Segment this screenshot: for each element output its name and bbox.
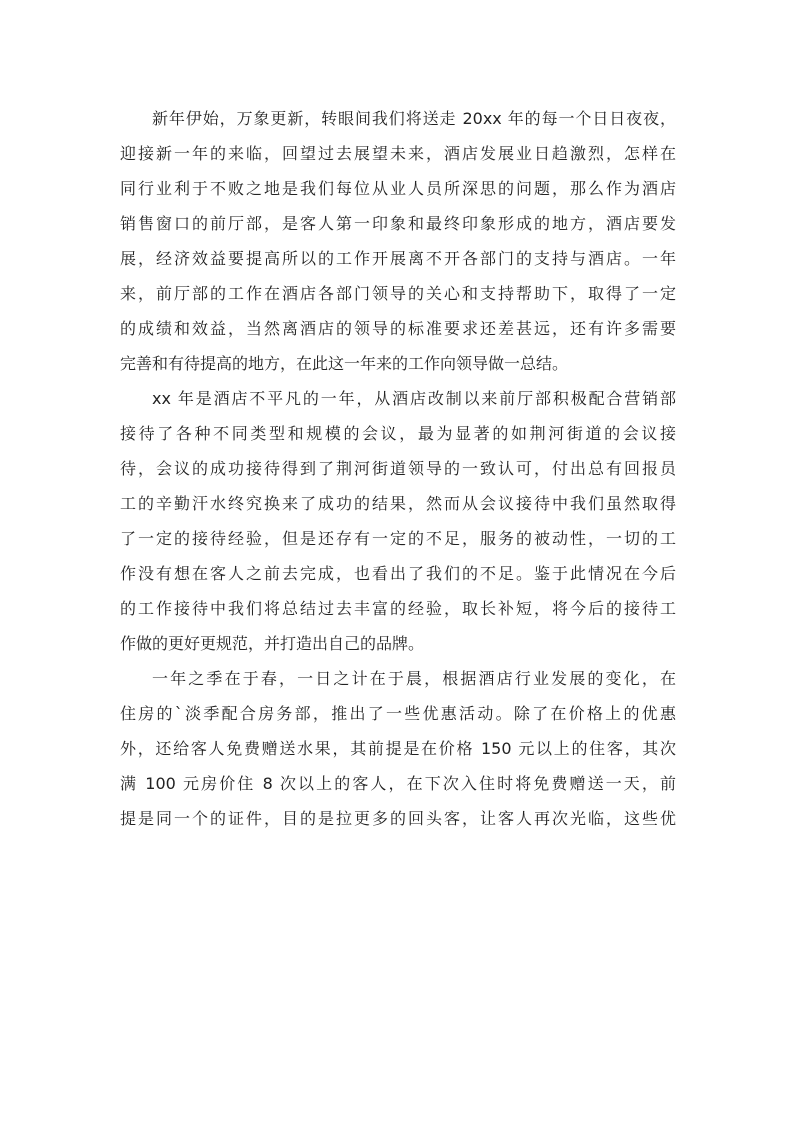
paragraph-3-line-4: 满 100 元房价住 8 次以上的客人，在下次入住时将免费赠送一天，前 — [120, 774, 676, 793]
paragraph-2-line-2: 接待了各种不同类型和规模的会议，最为显著的如荆河街道的会议接 — [120, 424, 676, 443]
paragraph-1-line-4: 销售窗口的前厅部，是客人第一印象和最终印象形成的地方，酒店要发 — [120, 214, 676, 233]
paragraph-1-line-7: 的成绩和效益，当然离酒店的领导的标准要求还差甚远，还有许多需要 — [120, 319, 676, 338]
paragraph-1-line-1: 新年伊始，万象更新，转眼间我们将送走 20xx 年的每一个日日夜夜， — [152, 109, 676, 128]
paragraph-2-line-7: 的工作接待中我们将总结过去丰富的经验，取长补短，将今后的接待工 — [120, 599, 676, 618]
paragraph-2-line-3: 待，会议的成功接待得到了荆河街道领导的一致认可，付出总有回报员 — [120, 459, 676, 478]
paragraph-1-line-6: 来，前厅部的工作在酒店各部门领导的关心和支持帮助下，取得了一定 — [120, 284, 676, 303]
paragraph-1-line-2: 迎接新一年的来临，回望过去展望未来，酒店发展业日趋激烈，怎样在 — [120, 144, 676, 163]
paragraph-2-line-6: 作没有想在客人之前去完成，也看出了我们的不足。鉴于此情况在今后 — [120, 564, 676, 583]
paragraph-2-line-4: 工的辛勤汗水终究换来了成功的结果，然而从会议接待中我们虽然取得 — [120, 494, 676, 513]
paragraph-2-line-5: 了一定的接待经验，但是还存有一定的不足，服务的被动性，一切的工 — [120, 529, 676, 548]
paragraph-3-line-3: 外，还给客人免费赠送水果，其前提是在价格 150 元以上的住客，其次 — [120, 739, 676, 758]
paragraph-2-line-1: xx 年是酒店不平凡的一年，从酒店改制以来前厅部积极配合营销部 — [152, 389, 676, 408]
paragraph-2-line-8: 作做的更好更规范，并打造出自己的品牌。 — [120, 634, 425, 653]
paragraph-1-line-3: 同行业利于不败之地是我们每位从业人员所深思的问题，那么作为酒店 — [120, 179, 676, 198]
paragraph-1-line-5: 展，经济效益要提高所以的工作开展离不开各部门的支持与酒店。一年 — [120, 249, 676, 268]
paragraph-3-line-2: 住房的`淡季配合房务部，推出了一些优惠活动。除了在价格上的优惠 — [120, 704, 676, 723]
paragraph-3-line-5: 提是同一个的证件，目的是拉更多的回头客，让客人再次光临，这些优 — [120, 809, 676, 828]
paragraph-1-line-8: 完善和有待提高的地方，在此这一年来的工作向领导做一总结。 — [120, 354, 569, 373]
paragraph-3-line-1: 一年之季在于春，一日之计在于晨，根据酒店行业发展的变化，在 — [152, 669, 676, 688]
document-body — [120, 101, 676, 836]
